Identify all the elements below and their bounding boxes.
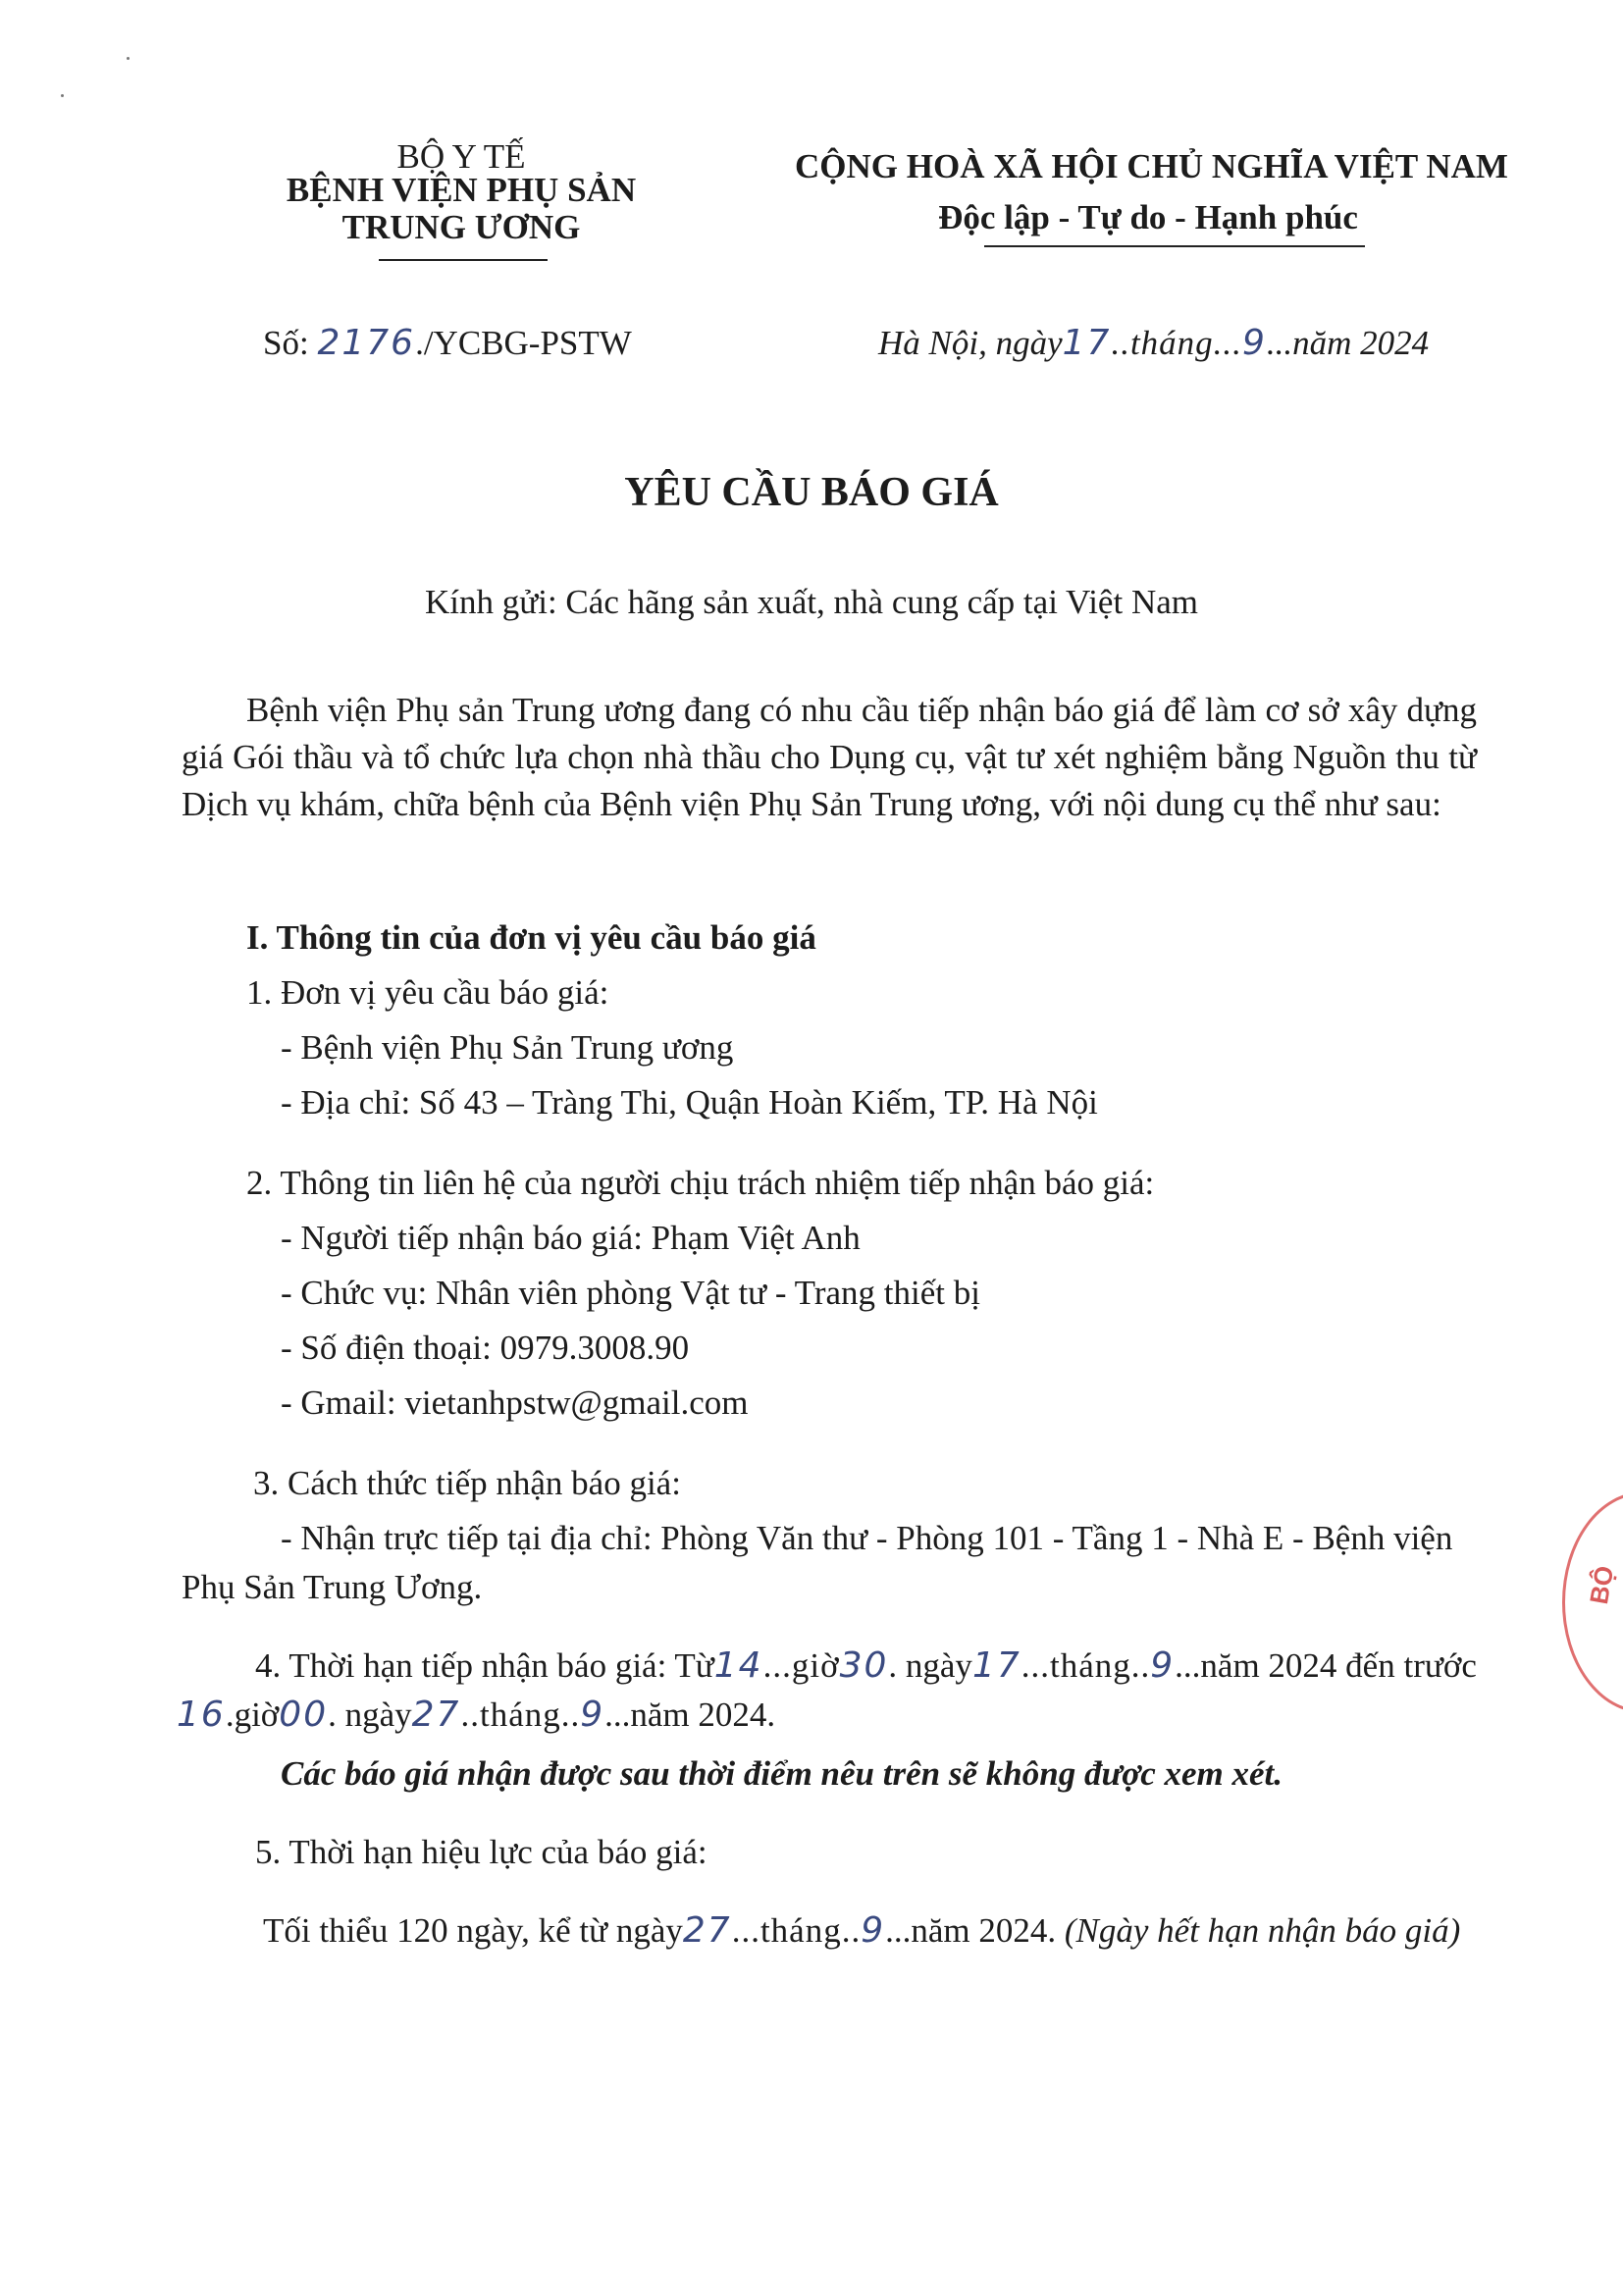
start-day: 17 <box>971 1645 1021 1686</box>
item-3-line2: Phụ Sản Trung Ương. <box>182 1568 483 1606</box>
date-month: 9 <box>1241 323 1267 363</box>
item-1-line: - Bệnh viện Phụ Sản Trung ương <box>281 1028 734 1067</box>
doc-number-prefix: Số: <box>263 324 318 362</box>
item-4-line1 <box>255 1644 1477 1688</box>
place-label: Hà Nội, ngày <box>878 324 1063 362</box>
item-4-note: Các báo giá nhận được sau thời điểm nêu trên sẽ không được xem xét. <box>281 1754 1283 1793</box>
intro-paragraph: Bệnh viện Phụ sản Trung ương đang có nhu cầu tiếp nhận báo giá để làm cơ sở xây dựng giá Gói thầu và tổ chức lựa chọn nhà thầu cho Dụng cụ, vật tư xét nghiệm bằng Nguồn thu từ Dịch vụ khám, chữa bệnh của Bệnh viện Phụ Sản Trung ương, với nội dung cụ thể như sau: <box>182 691 1477 823</box>
doc-number-suffix: ./YCBG-PSTW <box>415 324 632 362</box>
start-month: 9 <box>1150 1645 1176 1686</box>
item-1-line: - Địa chỉ: Số 43 – Tràng Thi, Quận Hoàn Kiếm, TP. Hà Nội <box>281 1083 1098 1122</box>
item-4-rest2: ...năm 2024. <box>604 1696 776 1734</box>
item-5-thang: ...tháng.. <box>731 1911 862 1950</box>
hospital-name-line1: BỆNH VIỆN PHỤ SẢN <box>286 171 637 209</box>
item-4-ngay2: . ngày <box>328 1696 412 1734</box>
item-4-gio1: ...giờ <box>762 1646 840 1685</box>
item-1-label: 1. Đơn vị yêu cầu báo giá: <box>246 973 609 1012</box>
item-2-label: 2. Thông tin liên hệ của người chịu trách nhiệm tiếp nhận báo giá: <box>246 1164 1155 1202</box>
item-4-gio2: .giờ <box>225 1696 280 1734</box>
validity-month: 9 <box>861 1910 886 1951</box>
validity-day: 27 <box>682 1910 732 1951</box>
end-hour: 16 <box>177 1695 226 1735</box>
place-date <box>878 322 1429 365</box>
item-5-prefix: Tối thiểu 120 ngày, kể từ ngày <box>263 1911 683 1950</box>
end-month: 9 <box>580 1695 605 1735</box>
item-2-line: - Số điện thoại: 0979.3008.90 <box>281 1329 690 1367</box>
recipient-line: Kính gửi: Các hãng sản xuất, nhà cung cấp tại Việt Nam <box>425 583 1198 621</box>
ministry-name: BỘ Y TẾ <box>396 137 526 176</box>
scan-speck <box>61 94 64 97</box>
start-minute: 30 <box>839 1645 889 1686</box>
end-minute: 00 <box>279 1695 329 1735</box>
start-hour: 14 <box>713 1645 763 1686</box>
item-4-line2 <box>177 1694 775 1737</box>
doc-number-handwritten: 2176 <box>317 323 416 363</box>
item-4-rest1: ...năm 2024 đến trước <box>1175 1646 1477 1685</box>
date-month-label: ..tháng... <box>1111 324 1242 362</box>
item-5-line <box>263 1909 1460 1953</box>
stamp-text: BỘ <box>1584 1563 1620 1607</box>
document-number <box>263 322 632 365</box>
item-4-thang1: ...tháng.. <box>1021 1646 1151 1685</box>
item-4-ngay1: . ngày <box>888 1646 972 1685</box>
item-5-label: 5. Thời hạn hiệu lực của báo giá: <box>255 1833 707 1871</box>
date-year: ...năm 2024 <box>1266 324 1430 362</box>
item-3-line1: - Nhận trực tiếp tại địa chỉ: Phòng Văn thư - Phòng 101 - Tầng 1 - Nhà E - Bệnh viện <box>281 1519 1453 1557</box>
end-day: 27 <box>411 1695 461 1735</box>
header-left-underline <box>379 259 548 261</box>
item-2-line: - Chức vụ: Nhân viên phòng Vật tư - Trang thiết bị <box>281 1274 980 1312</box>
item-5-note: (Ngày hết hạn nhận báo giá) <box>1064 1911 1461 1950</box>
date-day: 17 <box>1062 323 1112 363</box>
document-title: YÊU CẦU BÁO GIÁ <box>624 470 999 515</box>
item-2-line: - Gmail: vietanhpstw@gmail.com <box>281 1383 749 1422</box>
item-4-thang2: ..tháng.. <box>460 1696 581 1734</box>
item-4-label: 4. Thời hạn tiếp nhận báo giá: Từ <box>255 1646 714 1685</box>
motto-underline <box>984 245 1365 247</box>
item-2-line: - Người tiếp nhận báo giá: Phạm Việt Anh <box>281 1219 861 1257</box>
country-name: CỘNG HOÀ XÃ HỘI CHỦ NGHĨA VIỆT NAM <box>795 147 1508 185</box>
scan-speck <box>127 57 130 60</box>
national-motto: Độc lập - Tự do - Hạnh phúc <box>938 198 1358 236</box>
hospital-name-line2: TRUNG ƯƠNG <box>341 208 581 246</box>
item-5-year: ...năm 2024. <box>885 1911 1057 1950</box>
item-3-label: 3. Cách thức tiếp nhận báo giá: <box>253 1464 681 1502</box>
section-1-heading: I. Thông tin của đơn vị yêu cầu báo giá <box>246 918 816 957</box>
